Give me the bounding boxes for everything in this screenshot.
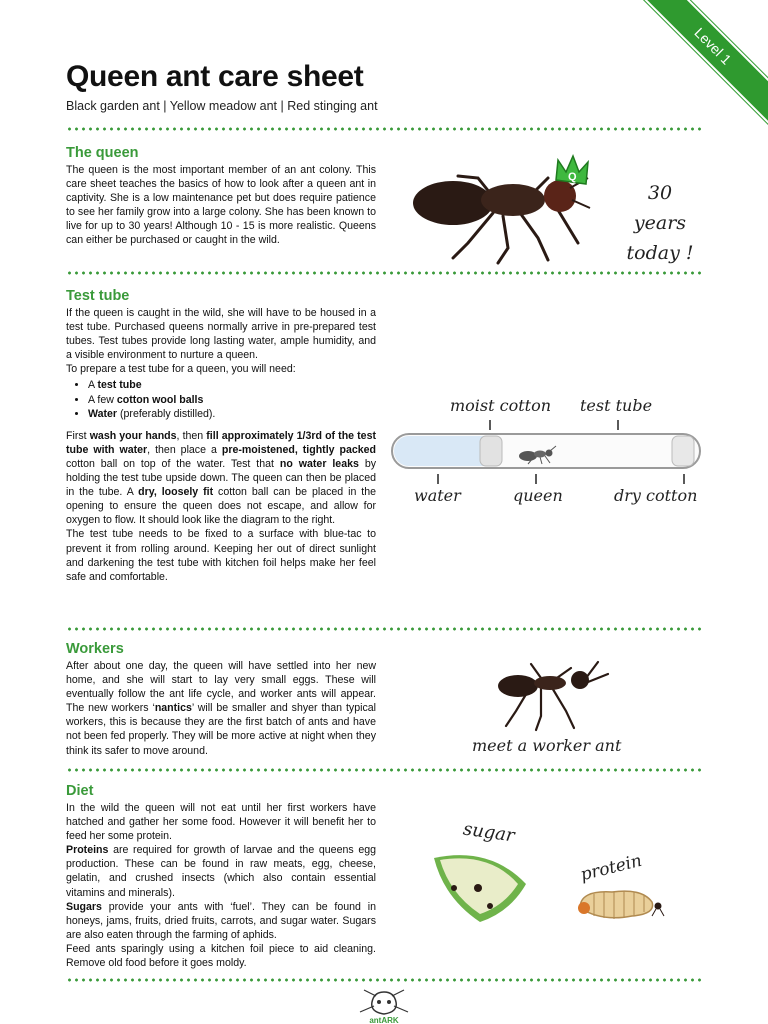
queen-handwritten-note: 30 years today ! [626, 182, 694, 264]
section-title-diet: Diet [66, 783, 94, 799]
list-item: • Water (preferably distilled). [88, 407, 376, 421]
dotted-divider [66, 768, 702, 772]
label-dry-cotton: dry cotton [614, 486, 698, 505]
label-protein: protein [578, 850, 645, 886]
label-moist-cotton: moist cotton [450, 396, 552, 415]
moist-cotton-ball [480, 436, 502, 466]
page-title: Queen ant care sheet [66, 60, 364, 93]
materials-list [66, 378, 376, 420]
worker-ant-abdomen-icon [498, 675, 538, 697]
label-sugar: sugar [461, 818, 516, 847]
procedure-paragraph: First wash your hands, then fill approximately 1/3rd of the test tube with water, then place a pre-moistened, tightly packed cotton ball on top of the water. Test that no water leaks by holding the test tube upside down. The queen can then be placed in the tube. A dry, loosely fit cotton ball can be placed in the opening to ensure the queen does not escape, and allow for oxygen to flow. It should look like the diagram to the right. [66, 429, 377, 527]
page-subtitle: Black garden ant | Yellow meadow ant | Red stinging ant [66, 99, 378, 113]
queen-ant-thorax-icon [481, 184, 545, 216]
crown-letter: Q [568, 171, 577, 183]
larva-head-icon [578, 902, 590, 914]
water-fill [394, 436, 488, 466]
diet-paragraph: In the wild the queen will not eat until her first workers have hatched and gather her some food. However it will benefit her to feed her some protein. Proteins are required for growth of larvae and the queens egg production. These can be found in raw meats, egg, cheese, gelatin, and crushed insects (which also contain essential vitamins and minerals). Sugars provide your ants with ‘fuel’. They can be found in honeys, jams, fruits, dried fruits, carrots, and sugar water. Sugars are also eaten through the farming of aphids. Feed ants sparingly using a kitchen foil piece to aid cleaning. Remove old food before it goes moldy. [66, 802, 376, 970]
label-test-tube: test tube [580, 396, 653, 415]
worker-ant-illustration [486, 656, 616, 734]
worker-ant-head-icon [571, 671, 589, 689]
dotted-divider [66, 127, 702, 131]
test-tube-diagram [388, 416, 706, 492]
worker-handwritten-note: meet a worker ant [472, 736, 622, 755]
larva-illustration [572, 878, 672, 928]
queen-ant-abdomen-icon [413, 181, 493, 225]
worker-ant-thorax-icon [534, 676, 566, 690]
dotted-divider [66, 978, 702, 982]
larva-icon [580, 891, 653, 918]
svg-text:antARK: antARK [369, 1016, 399, 1024]
dry-cotton-ball [672, 436, 694, 466]
test-tube-text: If the queen is caught in the wild, she will have to be housed in a test tube. Purchased queens normally arrive in pre-prepared test tubes. Test tubes provide long lasting water, ample humidity, and a visible environment to nurture a queen. To prepare a test tube for a queen, you will need: • A test tube • A few cotton wool balls • Water (preferably distilled). First wash your hands, then fill approximately 1/3rd of the test tube with water, then place a pre-moistened, tightly packed cotton ball on top of the water. Test that no water leaks by holding the test tube upside down. The queen can then be placed in the tube. A dry, loosely fit cotton ball can be placed in the opening to ensure the queen does not escape, and allow for oxygen to flow. It should look like the diagram to the right. The test tube needs to be fixed to a surface with blue-tac to prevent it from rolling around. Keeping her out of direct sunlight and darkening the test tube with kitchen foil helps make her feel safe and comfortable. [66, 306, 376, 584]
list-item: • A test tube [88, 378, 376, 392]
label-water: water [414, 486, 461, 505]
queen-paragraph: The queen is the most important member of an ant colony. This care sheet teaches the basics of how to look after a queen ant in captivity. She is a low maintenance pet but does require patience to see her family grow into a large colony. She has been known to live for up to 30 years! Although 10 - 15 is more realistic. Queens can either be purchased or caught in the wild. [66, 164, 376, 247]
section-title-queen: The queen [66, 145, 139, 161]
antark-logo [356, 988, 412, 1024]
section-title-test-tube: Test tube [66, 288, 130, 304]
queen-ant-illustration [398, 148, 608, 266]
list-item: • A few cotton wool balls [88, 393, 376, 407]
level-ribbon: Level 1 [620, 0, 768, 139]
label-queen: queen [513, 486, 563, 505]
queen-ant-head-icon [544, 180, 576, 212]
section-title-workers: Workers [66, 641, 124, 657]
workers-paragraph: After about one day, the queen will have settled into her new home, and she will start to lay very small eggs. These will eventually follow the ant life cycle, and worker ants will appear. The new workers ‘nantics’ will be smaller and shyer than typical workers, this is because they are the first batch of ants and have not been fed properly. They will be more active at night when they think its safer to move around. [66, 660, 376, 757]
apple-slice-illustration [430, 848, 530, 928]
dotted-divider [66, 271, 702, 275]
dotted-divider [66, 627, 702, 631]
